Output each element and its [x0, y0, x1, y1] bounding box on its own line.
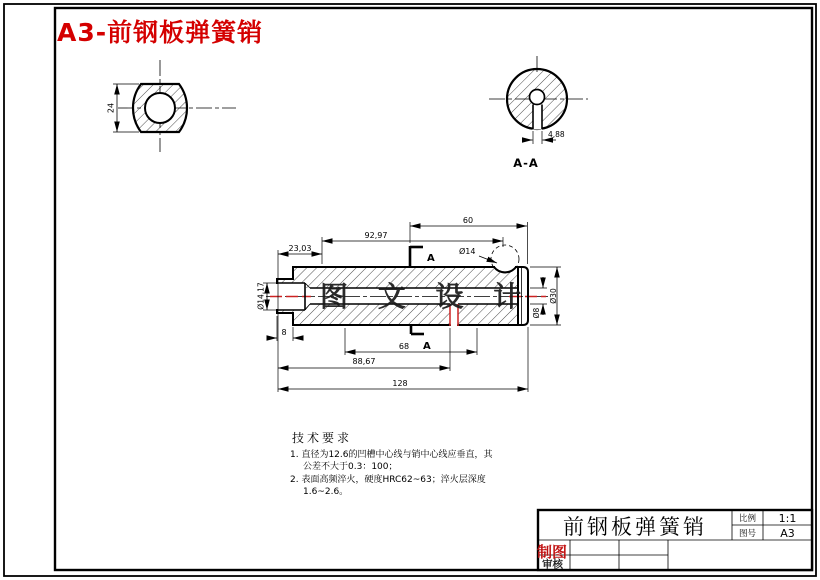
section-mark-top-label: A [427, 253, 435, 264]
title-block-part-name: 前钢板弹簧销 [563, 515, 707, 539]
dim-60: 60 [462, 216, 474, 225]
drawing-no-value: A3 [780, 527, 795, 540]
dim-92-97: 92,97 [364, 231, 388, 240]
tech-req-heading: 技术要求 [292, 431, 353, 445]
tech-req-line3: 2. 表面高频淬火，硬度HRC62~63；淬火层深度 [290, 475, 486, 485]
title-block [537, 510, 812, 571]
drawing-no-label: 图号 [738, 529, 757, 539]
section-mark-bottom-label: A [423, 341, 431, 352]
head-bore-circle [145, 93, 175, 123]
dim-d14-17: Ø14,17 [256, 282, 266, 310]
page-title: A3-前钢板弹簧销 [57, 18, 264, 47]
dim-8: 8 [281, 328, 287, 337]
scale-label: 比例 [738, 514, 757, 524]
tech-req-line1: 1. 直径为12.6的凹槽中心线与销中心线应垂直，其 [290, 450, 493, 460]
dim-128: 128 [392, 379, 408, 388]
dim-24: 24 [106, 102, 116, 114]
tech-req-line4: 1.6~2.6。 [303, 487, 349, 497]
dim-d14: Ø14 [459, 247, 476, 256]
aa-center-hole [530, 90, 545, 105]
dim-88-67: 88,67 [352, 357, 376, 366]
drafter-label: 制图 [537, 543, 568, 561]
scale-value: 1:1 [778, 512, 797, 525]
dim-d30: Ø30 [549, 288, 558, 304]
tech-req-line2: 公差不大于0.3：100； [303, 462, 398, 472]
dim-4-88: 4,88 [548, 130, 565, 139]
dim-68: 68 [398, 342, 410, 351]
dim-23-03: 23,03 [288, 244, 312, 253]
checker-label: 审核 [542, 558, 563, 571]
dim-d8: Ø8 [532, 307, 541, 319]
section-aa-label: A-A [513, 156, 539, 170]
watermark-text: 图 文 设 计 [320, 280, 532, 313]
